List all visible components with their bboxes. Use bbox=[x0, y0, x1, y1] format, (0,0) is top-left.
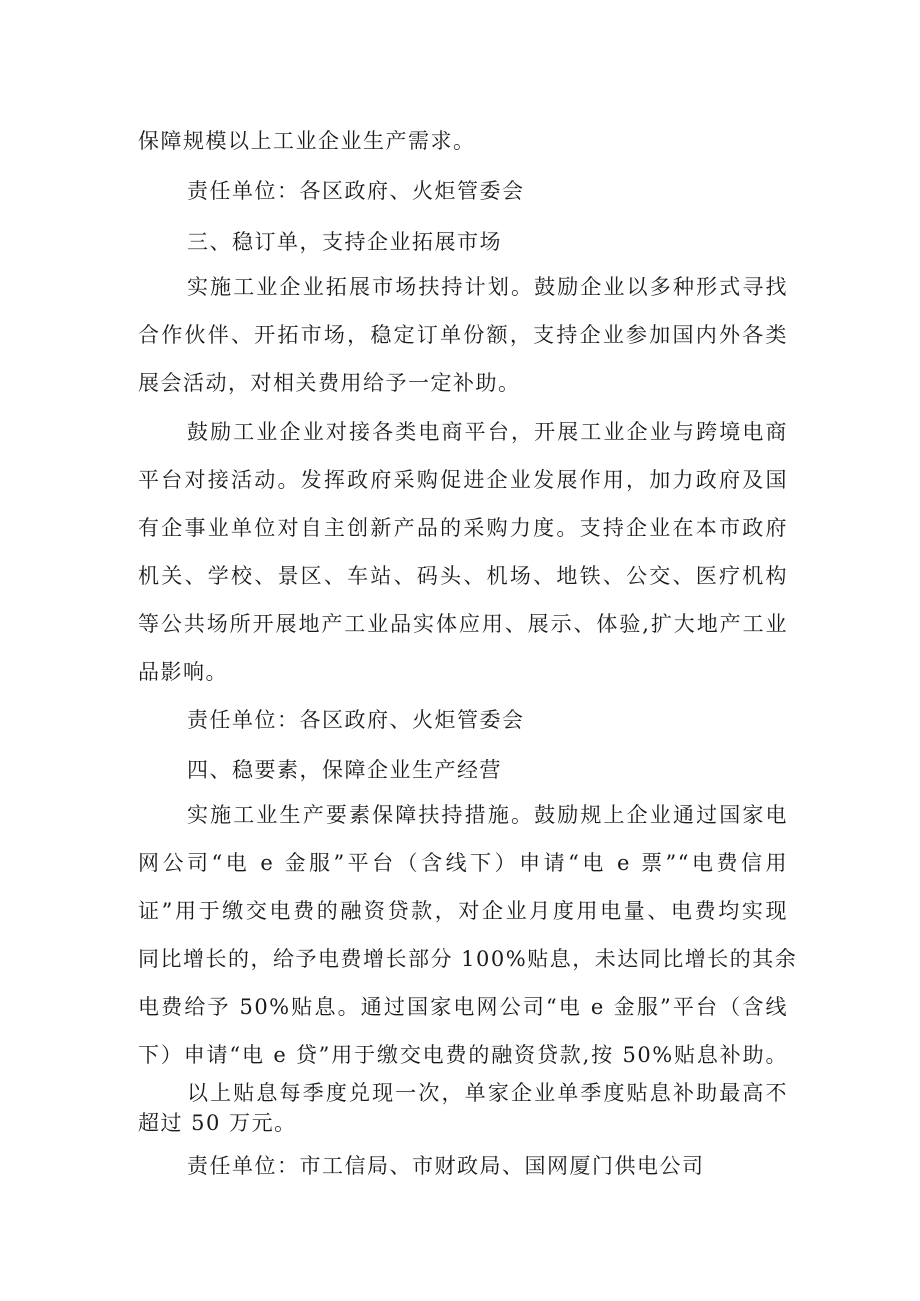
paragraph-line: 品影响。 bbox=[138, 660, 228, 684]
paragraph-line: 等公共场所开展地产工业品实体应用、展示、体验,扩大地产工业 bbox=[138, 612, 788, 636]
paragraph-line: 证”用于缴交电费的融资贷款，对企业月度用电量、电费均实现 bbox=[138, 899, 788, 923]
responsibility-line: 责任单位：各区政府、火炬管委会 bbox=[187, 708, 525, 732]
paragraph-line: 鼓励工业企业对接各类电商平台，开展工业企业与跨境电商 bbox=[187, 420, 788, 444]
responsibility-line: 责任单位：市工信局、市财政局、国网厦门供电公司 bbox=[187, 1154, 705, 1178]
paragraph-line: 同比增长的，给予电费增长部分 100%贴息，未达同比增长的其余 bbox=[138, 947, 798, 971]
paragraph-line: 保障规模以上工业企业生产需求。 bbox=[138, 129, 476, 153]
section-heading-4: 四、稳要素，保障企业生产经营 bbox=[187, 758, 502, 782]
paragraph-line: 电费给予 50%贴息。通过国家电网公司“电 e 金服”平台（含线 bbox=[138, 995, 788, 1019]
paragraph-line: 合作伙伴、开拓市场，稳定订单份额，支持企业参加国内外各类 bbox=[138, 323, 788, 347]
section-heading-3: 三、稳订单，支持企业拓展市场 bbox=[187, 230, 502, 254]
paragraph-line: 展会活动，对相关费用给予一定补助。 bbox=[138, 371, 521, 395]
paragraph-line: 以上贴息每季度兑现一次，单家企业单季度贴息补助最高不 bbox=[187, 1081, 788, 1105]
paragraph-line: 实施工业生产要素保障扶持措施。鼓励规上企业通过国家电 bbox=[187, 803, 788, 827]
paragraph-line: 平台对接活动。发挥政府采购促进企业发展作用，加力政府及国 bbox=[138, 468, 788, 492]
paragraph-line: 实施工业企业拓展市场扶持计划。鼓励企业以多种形式寻找 bbox=[187, 275, 788, 299]
paragraph-line: 下）申请“电 e 贷”用于缴交电费的融资贷款,按 50%贴息补助。 bbox=[138, 1043, 788, 1067]
paragraph-line: 超过 50 万元。 bbox=[138, 1111, 297, 1135]
paragraph-line: 有企事业单位对自主创新产品的采购力度。支持企业在本市政府 bbox=[138, 516, 788, 540]
responsibility-line: 责任单位：各区政府、火炬管委会 bbox=[187, 179, 525, 203]
paragraph-line: 机关、学校、景区、车站、码头、机场、地铁、公交、医疗机构 bbox=[138, 564, 788, 588]
paragraph-line: 网公司“电 e 金服”平台（含线下）申请“电 e 票”“电费信用 bbox=[138, 851, 788, 875]
